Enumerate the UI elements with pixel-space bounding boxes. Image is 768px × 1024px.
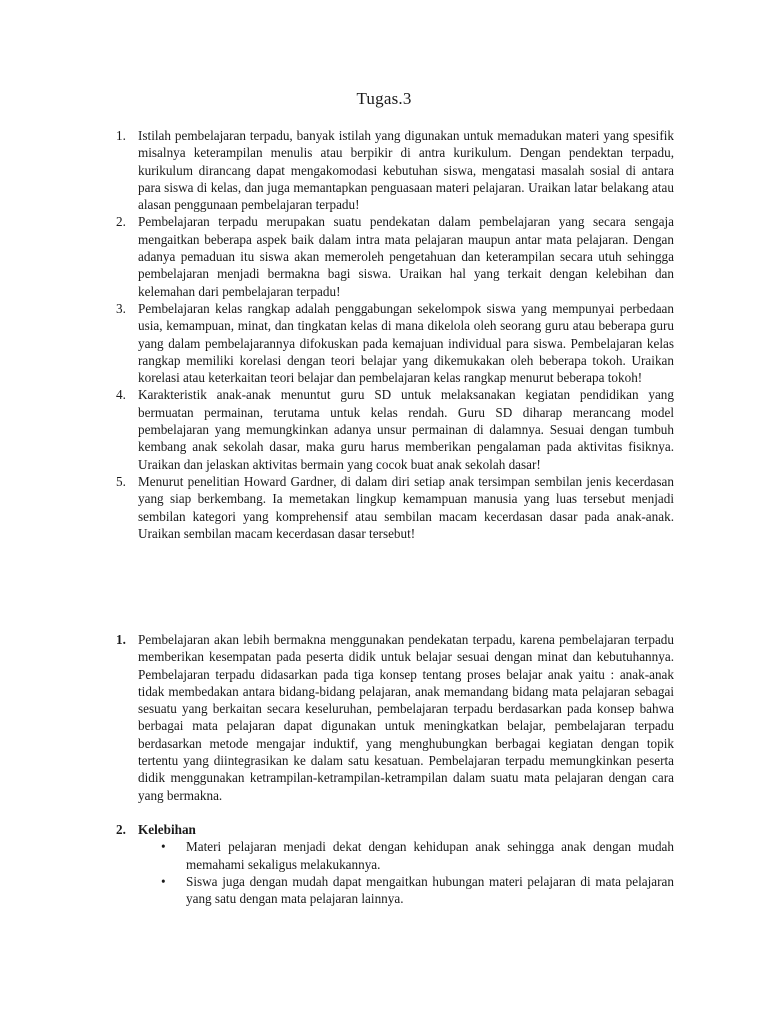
answer-text: Pembelajaran akan lebih bermakna menggunakan pendekatan terpadu, karena pembelajaran terpadu memberikan kesempatan pada peserta didik untuk belajar sesuai dengan minat dan kebutuhannya. Pembelajaran terpadu didasarkan pada tiga konsep tentang proses belajar anak yaitu : anak-anak tidak membedakan antara bidang-bidang pelajaran, anak memandang bidang mata pelajaran sebagai sesuatu yang berkaitan secara keseluruhan, pembelajaran terpadu berdasarkan pada konsep bahwa berbagai mata pelajaran dapat digunakan untuk meningkatkan belajar, pembelajaran terpadu berdasarkan metode mengajar induktif, yang menghubungkan berbagai kegiatan dengan topik tertentu yang diintegrasikan ke dalam satu kesatuan. Pembelajaran terpadu memungkinkan peserta didik menggunakan ketrampilan-ketrampilan-ketrampilan dalam suatu mata pelajaran dengan cara yang bermakna. — [138, 632, 674, 803]
question-number: 4. — [116, 387, 126, 403]
bullet-text: Siswa juga dengan mudah dapat mengaitkan hubungan materi pelajaran di mata pelajaran yang satu dengan mata pelajaran lainnya. — [186, 873, 674, 907]
question-item — [110, 213, 674, 299]
answer-item-2 — [110, 821, 674, 907]
answer-item-1 — [110, 631, 674, 804]
question-text: Pembelajaran terpadu merupakan suatu pendekatan dalam pembelajaran yang secara sengaja mengaitkan beberapa aspek baik dalam intra mata pelajaran maupun antar mata pelajaran. Dengan adanya pemaduan itu siswa akan memeroleh pengetahuan dan keterampilan secara utuh sehingga pembelajaran menjadi bermakna bagi siswa. Uraikan hal yang terkait dengan kelebihan dan kelemahan dari pembelajaran terpadu! — [138, 214, 674, 299]
answer-number: 1. — [116, 632, 126, 647]
question-number: 5. — [116, 473, 126, 489]
question-item — [110, 386, 674, 472]
bullet-item — [161, 873, 674, 908]
question-text: Pembelajaran kelas rangkap adalah penggabungan sekelompok siswa yang mempunyai perbedaan usia, kemampuan, minat, dan tingkatan kelas di mana dikelola oleh seorang guru atau beberapa guru yang dalam pembelajarannya difokuskan pada kemajuan individual para siswa. Pembelajaran kelas rangkap memiliki korelasi dengan teori belajar yang dikemukakan oleh beberapa tokoh. Uraikan korelasi atau keterkaitan teori belajar dan pembelajaran kelas rangkap menurut beberapa tokoh! — [138, 300, 674, 386]
answer-heading: Kelebihan — [138, 821, 196, 837]
bullet-item — [161, 838, 674, 873]
bullet-list — [138, 838, 674, 907]
answer-number: 2. — [116, 821, 126, 837]
question-text: Karakteristik anak-anak menuntut guru SD untuk melaksanakan kegiatan pendidikan yang bermuatan permainan, terutama untuk kelas rendah. Guru SD diharap merancang model pembelajaran yang memungkinkan adanya unsur permainan di dalamnya. Sesuai dengan tumbuh kembang anak sekolah dasar, maka guru harus memberikan pengalaman pada aktivitas fisiknya. Uraikan dan jelaskan aktivitas bermain yang cocok buat anak sekolah dasar! — [138, 387, 674, 472]
question-number: 1. — [116, 128, 126, 143]
question-number: 2. — [116, 214, 126, 230]
question-item — [110, 127, 674, 213]
question-text: Istilah pembelajaran terpadu, banyak istilah yang digunakan untuk memadukan materi yang spesifik misalnya keterampilan menulis atau berpikir di antra kurikulum. Dengan pendektan terpadu, kurikulum dirancang dapat mengakomodasi kebutuhan siswa, mengatasi masalah sosial di antara para siswa di kelas, dan juga memantapkan penguasaan materi pelajaran. Uraikan latar belakang atau alasan penggunaan pembelajaran terpadu! — [138, 128, 674, 213]
question-item — [110, 473, 674, 542]
question-list — [110, 127, 674, 542]
answer-section — [110, 631, 674, 907]
bullet-icon: • — [161, 873, 166, 889]
document-title: Tugas.3 — [356, 89, 412, 108]
question-text: Menurut penelitian Howard Gardner, di dalam diri setiap anak tersimpan sembilan jenis kecerdasan yang siap berkembang. Ia memetakan lingkup kemampuan manusia yang luas tersebut menjadi sembilan kategori yang komprehensif atau sembilan macam kecerdasan dasar pada anak-anak. Uraikan sembilan macam kecerdasan dasar tersebut! — [138, 473, 674, 541]
bullet-text: Materi pelajaran menjadi dekat dengan kehidupan anak sehingga anak dengan mudah memahami sekaligus melakukannya. — [186, 839, 674, 872]
question-item — [110, 300, 674, 386]
question-number: 3. — [116, 300, 126, 316]
bullet-icon: • — [161, 839, 166, 855]
